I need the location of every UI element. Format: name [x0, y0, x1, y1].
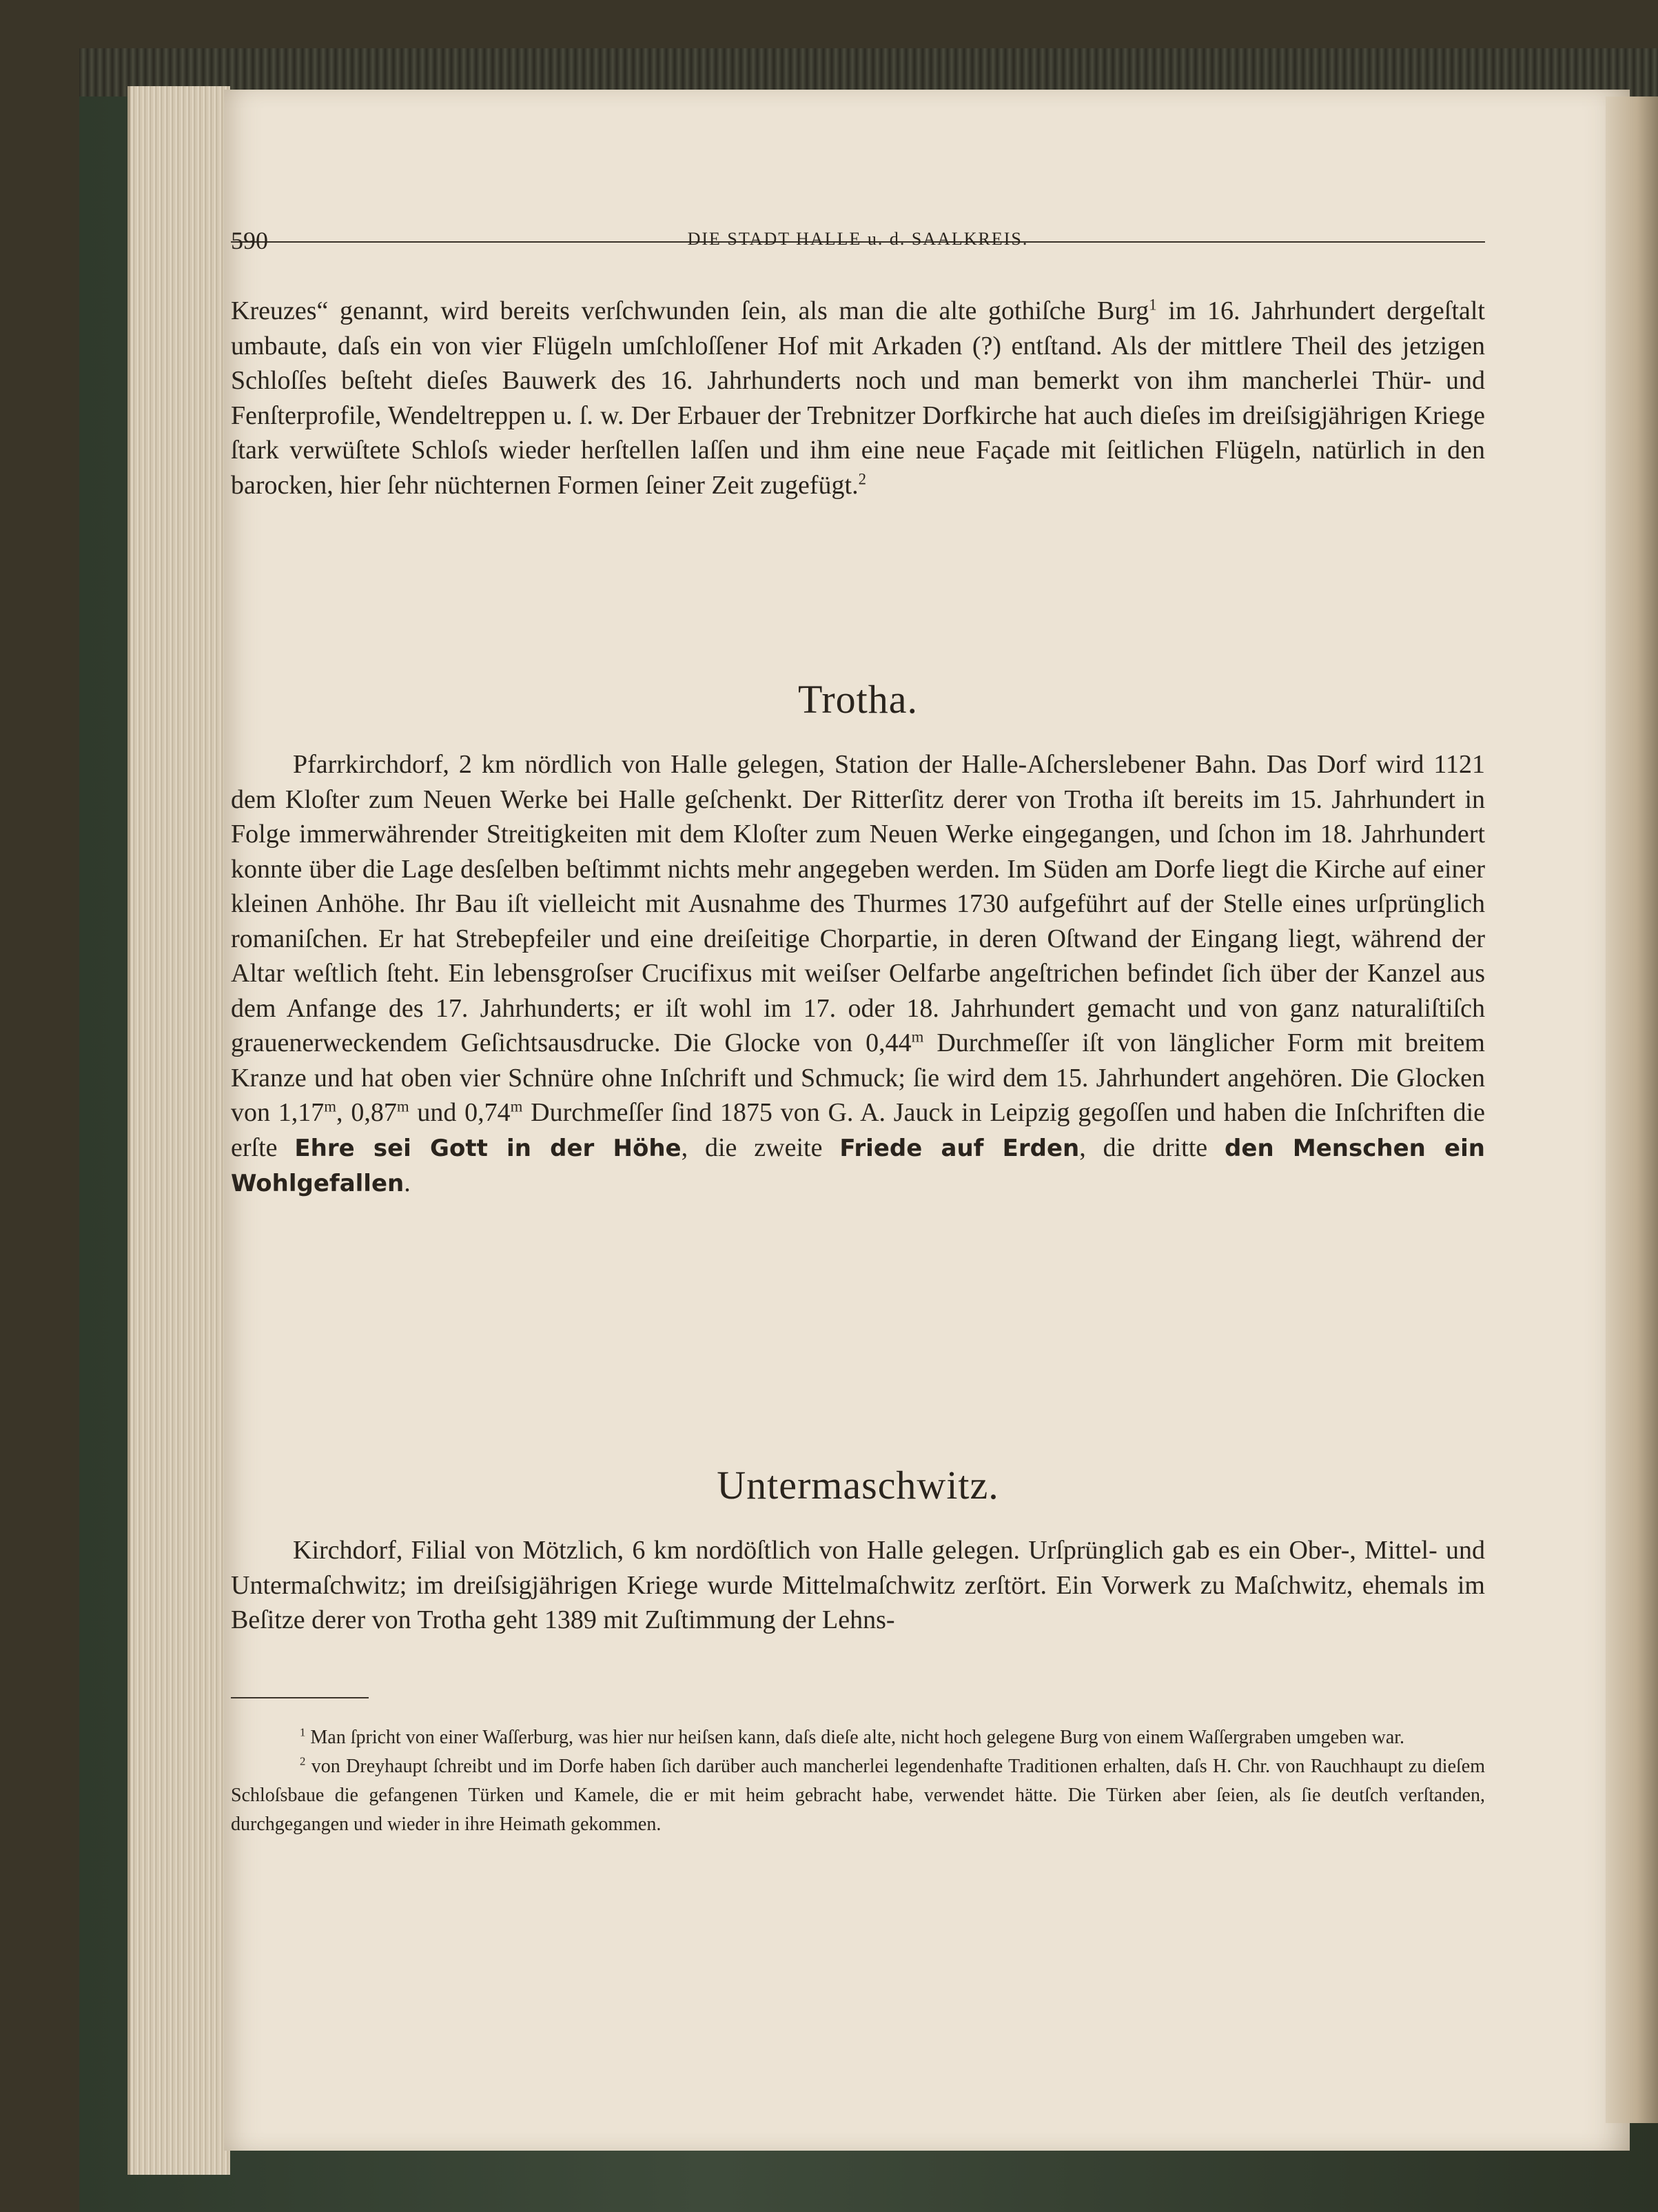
bell-inscription-1: Ehre sei Gott in der Höhe	[294, 1134, 682, 1162]
trotha-paragraph: Pfarrkirchdorf, 2 km nördlich von Halle gelegen, Station der Halle-Aſcherslebener Bahn. Das Dorf wird 1121 dem Kloſter zum Neuen Werke bei Halle geſchenkt. Der Ritterſitz derer von Trotha iſt bereits im 15. Jahrhundert in Folge immerwährender Streitigkeiten mit dem Kloſter zum Neuen Werke eingegangen, und ſchon im 18. Jahrhundert konnte über die Lage desſelben beſtimmt nichts mehr angegeben werden. Im Süden am Dorfe liegt die Kirche auf einer kleinen Anhöhe. Ihr Bau iſt vielleicht mit Ausnahme des Thurmes 1730 aufgeführt auf der Stelle eines urſprünglich romaniſchen. Er hat Strebepfeiler und eine dreiſeitige Chorpartie, in deren Oſtwand der Eingang liegt, während der Altar weſtlich ſteht. Ein lebensgroſser Crucifixus mit weiſser Oelfarbe angeſtrichen befindet ſich über der Kanzel aus dem Anfange des 17. Jahrhunderts; er iſt wohl im 17. oder 18. Jahrhundert gemacht und von ganz naturaliſtiſch grauenerweckendem Geſichtsausdrucke. Die Glocke von 0,44$^m$ Durchmeſſer iſt von länglicher Form mit breitem Kranze und hat oben vier Schnüre ohne Inſchrift und Schmuck; ſie wird dem 15. Jahrhundert angehören. Die Glocken von 1,17$^m$, 0,87$^m$ und 0,74$^m$ Durchmeſſer ſind 1875 von G. A. Jauck in Leipzig gegoſſen und haben die Inſchriften die erſte Ehre sei Gott in der Höhe, die zweite Friede auf Erden, die dritte den Menschen ein Wohlgefallen.	[231, 750, 1486, 1197]
bell-inscription-2: Friede auf Erden	[839, 1134, 1080, 1162]
footnote-separator	[231, 1697, 369, 1698]
running-head: DIE STADT HALLE u. d. SAALKREIS.	[687, 229, 1029, 249]
section-heading-untermaschwitz: Untermaschwitz.	[717, 1463, 999, 1508]
section-heading-trotha: Trotha.	[797, 677, 919, 722]
page-number: 590	[231, 227, 268, 254]
untermaschwitz-paragraph: Kirchdorf, Filial von Mötzlich, 6 km nordöſtlich von Halle gelegen. Urſprünglich gab es ein Ober-, Mittel- und Untermaſchwitz; im dreiſsigjährigen Kriege wurde Mittelmaſchwitz zerſtört. Ein Vorwerk zu Maſchwitz, ehemals im Beſitze derer von Trotha geht 1389 mit Zuſtimmung der Lehns-	[231, 1536, 1485, 1634]
untermaschwitz-section	[231, 1461, 1485, 1638]
page-header	[231, 200, 1485, 254]
footnote-2: $^2$ von Dreyhaupt ſchreibt und im Dorfe haben ſich darüber auch mancherlei legendenhafte Traditionen erhalten, daſs H. Chr. von Rauchhaupt zu dieſem Schloſsbaue die gefangenen Türken und Kamele, die er mit heim gebracht habe, verwendet hätte. Die Türken aber ſeien, als ſie deutſch verſtanden, durchgegangen und wieder in ihre Heimath gekommen.	[231, 1754, 1485, 1835]
footnote-ref-1: 1	[1149, 296, 1157, 314]
footnotes	[231, 1723, 1485, 1839]
bell-inscription-3: den Menschen ein Wohlgefallen	[231, 1134, 1485, 1197]
page-edge-right	[1606, 97, 1658, 2123]
trotha-section	[231, 676, 1485, 1201]
footnote-ref-2: 2	[858, 469, 866, 487]
page-edges-left	[127, 86, 230, 2175]
footnote-1: $^1$ Man ſpricht von einer Waſſerburg, was hier nur heiſsen kann, daſs dieſe alte, nicht hoch gelegene Burg von einem Waſſergraben umgeben war.	[300, 1725, 1405, 1748]
intro-paragraph: Kreuzes“ genannt, wird bereits verſchwunden ſein, als man die alte gothiſche Burg$^1$ im 16. Jahrhundert dergeſtalt umbaute, daſs ein von vier Flügeln umſchloſſener Hof mit Arkaden (?) entſtand. Als der mittlere Theil des jetzigen Schloſſes beſteht dieſes Bauwerk des 16. Jahrhunderts noch und man bemerkt von ihm mancherlei Thür- und Fenſterprofile, Wendeltreppen u. ſ. w. Der Erbauer der Trebnitzer Dorfkirche hat auch dieſes im dreiſsigjährigen Kriege ſtark verwüſtete Schloſs wieder herſtellen laſſen und ihm eine neue Façade mit ſeitlichen Flügeln, natürlich in den barocken, hier ſehr nüchternen Formen ſeiner Zeit zugefügt.$^2$	[231, 296, 1485, 500]
intro-paragraph-block	[231, 294, 1485, 503]
